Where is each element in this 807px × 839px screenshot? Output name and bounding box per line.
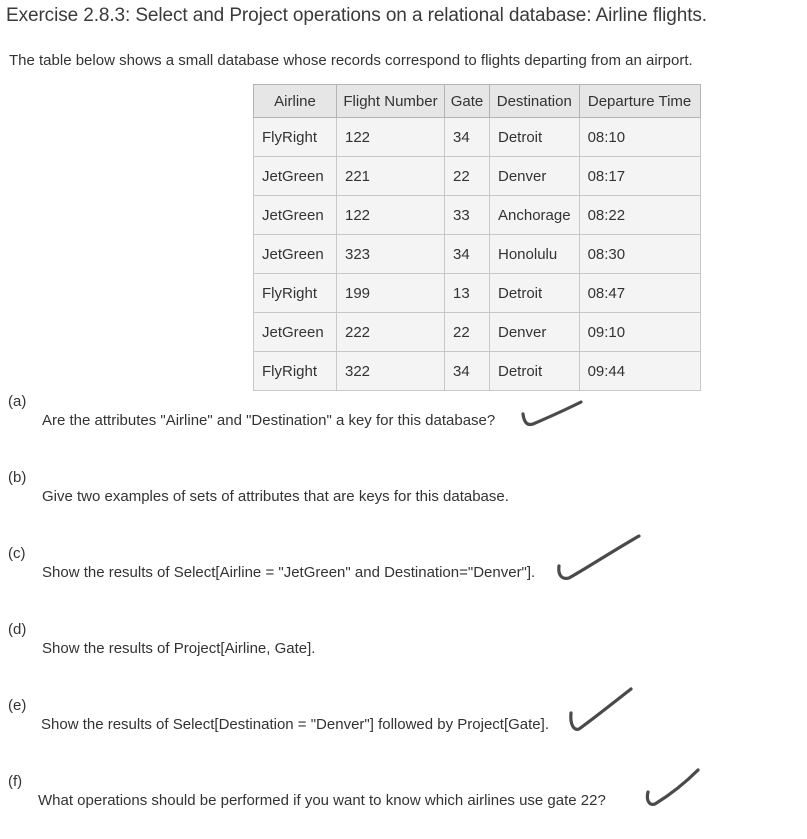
check-mark-icon (642, 766, 702, 810)
question-f-letter: (f) (8, 773, 23, 790)
cell-destination: Detroit (490, 118, 580, 157)
cell-departure-time: 08:17 (579, 157, 700, 196)
table-row (254, 196, 701, 235)
cell-flight-number: 222 (337, 313, 445, 352)
question-a-letter: (a) (8, 393, 27, 410)
table-row (254, 352, 701, 391)
header-departure-time: Departure Time (579, 85, 700, 118)
cell-gate: 22 (445, 157, 490, 196)
cell-departure-time: 08:10 (579, 118, 700, 157)
intro-text: The table below shows a small database whose records correspond to flights departing from an airport. (9, 52, 693, 69)
cell-gate: 22 (445, 313, 490, 352)
table-row (254, 274, 701, 313)
cell-airline: FlyRight (254, 118, 337, 157)
question-b-text: Give two examples of sets of attributes that are keys for this database. (42, 488, 509, 505)
cell-airline: JetGreen (254, 196, 337, 235)
cell-destination: Anchorage (490, 196, 580, 235)
flights-table (253, 84, 701, 391)
table-row (254, 157, 701, 196)
question-f-text: What operations should be performed if you want to know which airlines use gate 22? (38, 792, 606, 809)
check-mark-icon (553, 532, 643, 584)
cell-flight-number: 323 (337, 235, 445, 274)
question-e-text: Show the results of Select[Destination = "Denver"] followed by Project[Gate]. (41, 716, 549, 733)
cell-destination: Denver (490, 157, 580, 196)
check-mark-icon (565, 685, 635, 737)
cell-destination: Honolulu (490, 235, 580, 274)
cell-flight-number: 221 (337, 157, 445, 196)
question-b-letter: (b) (8, 469, 27, 486)
question-d-text: Show the results of Project[Airline, Gate]. (42, 640, 316, 657)
cell-airline: JetGreen (254, 313, 337, 352)
cell-gate: 34 (445, 235, 490, 274)
cell-destination: Denver (490, 313, 580, 352)
header-destination: Destination (490, 85, 580, 118)
cell-departure-time: 09:44 (579, 352, 700, 391)
question-d-letter: (d) (8, 621, 27, 638)
question-e-letter: (e) (8, 697, 27, 714)
cell-airline: JetGreen (254, 157, 337, 196)
table-row (254, 313, 701, 352)
table-row (254, 118, 701, 157)
question-c-text: Show the results of Select[Airline = "JetGreen" and Destination="Denver"]. (42, 564, 536, 581)
cell-flight-number: 122 (337, 196, 445, 235)
question-c-letter: (c) (8, 545, 26, 562)
cell-gate: 34 (445, 118, 490, 157)
cell-flight-number: 322 (337, 352, 445, 391)
cell-departure-time: 09:10 (579, 313, 700, 352)
cell-departure-time: 08:47 (579, 274, 700, 313)
cell-airline: FlyRight (254, 274, 337, 313)
exercise-title: Exercise 2.8.3: Select and Project operations on a relational database: Airline flights. (6, 5, 707, 26)
cell-flight-number: 199 (337, 274, 445, 313)
cell-gate: 33 (445, 196, 490, 235)
table-header-row (254, 85, 701, 118)
cell-departure-time: 08:22 (579, 196, 700, 235)
cell-airline: JetGreen (254, 235, 337, 274)
cell-gate: 13 (445, 274, 490, 313)
cell-departure-time: 08:30 (579, 235, 700, 274)
header-gate: Gate (445, 85, 490, 118)
cell-destination: Detroit (490, 274, 580, 313)
cell-gate: 34 (445, 352, 490, 391)
question-a-text: Are the attributes "Airline" and "Destination" a key for this database? (42, 412, 496, 429)
check-mark-icon (519, 398, 585, 432)
cell-destination: Detroit (490, 352, 580, 391)
header-flight-number: Flight Number (337, 85, 445, 118)
table-row (254, 235, 701, 274)
header-airline: Airline (254, 85, 337, 118)
cell-airline: FlyRight (254, 352, 337, 391)
cell-flight-number: 122 (337, 118, 445, 157)
